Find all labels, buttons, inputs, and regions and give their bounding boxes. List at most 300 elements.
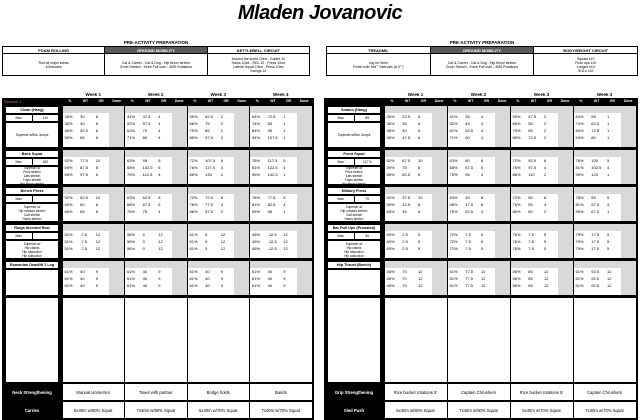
bottom-row-label: Grip Strengthening	[334, 389, 374, 395]
week-block-empty	[188, 298, 250, 382]
set-cell: 66%	[189, 121, 198, 126]
bottom-cell: Rice bucket rotations 5'	[511, 384, 573, 400]
week-block	[125, 261, 187, 295]
prep-head-ground-mobility: GROUND MOBILITY	[105, 47, 207, 54]
set-cell: 77.5	[465, 269, 474, 274]
note-line: Hip abduction	[344, 249, 364, 254]
set-cell: 51%	[64, 239, 73, 244]
done-column[interactable]	[495, 150, 510, 184]
exercise-note	[6, 123, 58, 147]
column-header: GR	[609, 99, 615, 103]
week-block	[63, 150, 125, 184]
set-cell: 95	[142, 158, 148, 163]
set-cell: 77.5	[80, 158, 88, 163]
week-label: Week 3	[210, 93, 226, 97]
set-cell: 6	[418, 172, 421, 177]
bottom-cell: Bridge holds	[188, 384, 250, 400]
set-cell: 84%	[575, 128, 584, 133]
set-cell: 8	[95, 202, 98, 207]
done-column[interactable]	[172, 187, 187, 221]
bottom-cell: 7x40m w/90% Squat	[125, 402, 187, 418]
done-column[interactable]	[621, 224, 636, 258]
set-cell: 85	[528, 283, 533, 288]
done-column[interactable]	[558, 261, 573, 295]
column-header: %	[390, 99, 394, 103]
prep-line: Cat & Camel - Cat & Dog - Hip flexor stretch	[447, 60, 517, 65]
set-cell: 51%	[64, 232, 73, 237]
done-column[interactable]	[495, 261, 510, 295]
set-cell: 6	[418, 128, 421, 133]
set-cell: 0	[142, 246, 145, 251]
set-cell: 12	[283, 239, 288, 244]
bottom-cell: 7x40m w/90% Squat	[448, 402, 510, 418]
max-value[interactable]	[33, 233, 59, 239]
set-cell: 80	[591, 135, 596, 140]
set-cell: 86%	[189, 172, 198, 177]
set-cell: 74%	[575, 121, 584, 126]
set-cell: 72%	[512, 158, 521, 163]
prep-cell-bodyweight	[534, 54, 637, 76]
note-line: Superset w/Box Jumps	[337, 133, 371, 137]
note-line: Pecs stretch	[345, 169, 363, 174]
set-cell: 86%	[512, 172, 521, 177]
set-cell: 80	[142, 135, 148, 140]
prep-cell-foam	[3, 54, 105, 76]
set-cell: 12	[481, 283, 486, 288]
set-cell: 92.5	[591, 269, 600, 274]
bottom-cell: Manual isometrics	[63, 384, 125, 400]
set-cell: 63%	[449, 158, 458, 163]
set-cell: 72%	[512, 195, 521, 200]
max-value[interactable]: 127.5	[362, 160, 372, 164]
bottom-cell: Captain Chrushers	[448, 384, 510, 400]
set-cell: 5	[283, 195, 286, 200]
max-value[interactable]: 70	[365, 197, 370, 201]
done-column[interactable]	[297, 106, 312, 147]
set-cell: 55	[528, 121, 533, 126]
set-cell: 5	[607, 239, 610, 244]
note-line: Superset w/	[23, 204, 41, 209]
set-cell: 62.5	[591, 121, 600, 126]
set-cell: 77.5	[465, 283, 474, 288]
set-cell: 12	[283, 246, 288, 251]
set-cell: 110	[528, 172, 535, 177]
max-value[interactable]	[33, 196, 59, 202]
week-block	[188, 150, 250, 184]
note-line: Lats stretch	[23, 173, 41, 178]
done-column[interactable]	[495, 106, 510, 147]
max-value[interactable]: 110	[42, 116, 49, 120]
set-cell: 61%	[575, 283, 584, 288]
week-block	[188, 224, 250, 258]
set-cell: 10	[95, 158, 101, 163]
done-column[interactable]	[558, 224, 573, 258]
prep-head-treadmil: TREADMIL	[327, 47, 431, 54]
set-cell: 2	[220, 172, 223, 177]
page-title: Mladen Jovanovic	[237, 2, 403, 24]
set-cell: 46%	[386, 283, 395, 288]
prep-line: Swings 10	[250, 69, 267, 74]
max-label: Max	[328, 233, 355, 239]
set-cell: 4	[544, 165, 547, 170]
set-cell: 72%	[449, 232, 458, 237]
set-cell: 5	[481, 246, 484, 251]
set-cell: -12.5	[267, 239, 277, 244]
week-block	[188, 106, 250, 147]
set-cell: -7.5	[80, 232, 88, 237]
week-block	[385, 187, 447, 221]
set-cell: 122.5	[267, 165, 278, 170]
note-line: Calf stretch	[345, 212, 363, 217]
set-cell: 10	[95, 195, 101, 200]
set-cell: 1	[607, 209, 610, 214]
set-cell: 5	[544, 232, 547, 237]
column-header: Done	[434, 99, 444, 103]
set-cell: 63%	[127, 158, 136, 163]
set-cell: -7.5	[80, 246, 88, 251]
set-cell: 4	[481, 172, 484, 177]
week-block	[385, 261, 447, 295]
set-cell: 2	[220, 121, 223, 126]
set-cell: 46%	[252, 239, 261, 244]
set-cell: 85%	[512, 135, 521, 140]
set-cell: 95	[465, 172, 470, 177]
column-header: WT	[270, 99, 276, 103]
prep-line: SOLs x10	[577, 69, 594, 74]
set-cell: 46%	[386, 269, 395, 274]
set-cell: 107.5	[205, 158, 216, 163]
note-line: Superset w/	[345, 165, 363, 170]
set-cell: 70	[142, 128, 148, 133]
done-column[interactable]	[172, 261, 187, 295]
done-column[interactable]	[621, 150, 636, 184]
set-cell: 6	[95, 172, 98, 177]
set-cell: 5	[481, 232, 484, 237]
set-cell: 12	[220, 239, 226, 244]
set-cell: 64%	[575, 114, 584, 119]
column-header: WT	[593, 99, 600, 103]
bottom-cell: 5x40m w/70% Squat	[511, 402, 573, 418]
set-cell: 68%	[127, 202, 136, 207]
column-header: GR	[160, 99, 167, 103]
week-block	[574, 261, 636, 295]
set-cell: 52.5	[80, 195, 88, 200]
set-cell: 6	[95, 114, 98, 119]
set-cell: 2	[544, 121, 547, 126]
note-line: Lats stretch	[345, 173, 363, 178]
set-cell: 42.5	[402, 202, 411, 207]
set-cell: 17.5	[591, 239, 600, 244]
set-cell: 12	[481, 276, 486, 281]
set-cell: 46%	[252, 246, 261, 251]
bottom-row-label: Carries	[24, 407, 40, 413]
set-cell: 5	[607, 195, 610, 200]
set-cell: 79%	[575, 239, 584, 244]
set-cell: 79%	[575, 246, 584, 251]
set-cell: 7.5	[465, 232, 471, 237]
set-cell: 5	[418, 239, 421, 244]
week-label: Week 1	[407, 93, 424, 97]
prep-line: Cat & Camel - Cat & Dog - Hip flexor stretch	[121, 60, 191, 65]
column-header: Done	[174, 99, 184, 103]
done-column[interactable]	[234, 224, 249, 258]
set-cell: 65	[80, 209, 85, 214]
set-cell: 7.5	[465, 239, 471, 244]
week-block	[188, 261, 250, 295]
prep-head-kettlebell: KETTLEBELL CIRCUIT	[208, 47, 309, 54]
week-block-empty	[250, 298, 312, 382]
set-cell: 35	[465, 114, 470, 119]
week-block	[448, 224, 510, 258]
set-cell: 17.5	[591, 246, 600, 251]
set-cell: 82.5	[267, 202, 276, 207]
set-cell: 41%	[449, 114, 458, 119]
done-column[interactable]	[297, 261, 312, 295]
prep-line: Around the world 10ea - Goblet 10	[231, 56, 286, 61]
column-header: %	[130, 99, 134, 103]
exercise-name: Snatch (Hang)	[328, 107, 380, 113]
max-label: Max	[328, 159, 355, 165]
set-cell: 95%	[252, 172, 261, 177]
set-cell: 36%	[64, 121, 73, 126]
week-block	[574, 150, 636, 184]
max-value[interactable]: 85	[365, 116, 370, 120]
done-column[interactable]	[297, 187, 312, 221]
exercise-note	[6, 204, 58, 221]
week-block	[385, 224, 447, 258]
set-cell: 94%	[575, 135, 584, 140]
set-cell: 76%	[189, 202, 198, 207]
done-column[interactable]	[109, 224, 124, 258]
set-cell: 4	[283, 202, 286, 207]
set-cell: 9	[95, 283, 98, 288]
set-cell: 47.5	[528, 114, 537, 119]
set-cell: 80	[465, 158, 470, 163]
column-header: GR	[546, 99, 552, 103]
set-cell: 74%	[252, 121, 261, 126]
set-cell: 55%	[512, 114, 521, 119]
set-cell: 4	[481, 209, 484, 214]
week-block	[511, 150, 573, 184]
bottom-cell: 7x40m w/70% Squat	[574, 402, 636, 418]
set-cell: 52%	[386, 158, 395, 163]
set-cell: 77.5	[205, 202, 213, 207]
done-column[interactable]	[432, 224, 447, 258]
set-cell: 5	[205, 232, 208, 237]
column-header: GR	[483, 99, 489, 103]
set-cell: 47.5	[142, 114, 151, 119]
bottom-row-label: Neck Strengthening	[12, 389, 52, 395]
set-cell: 52%	[64, 158, 73, 163]
set-cell: 61%	[127, 283, 136, 288]
note-line: Hip flexor stretch	[342, 181, 366, 186]
set-cell: 92.5	[591, 276, 600, 281]
done-column[interactable]	[495, 224, 510, 258]
done-column[interactable]	[558, 187, 573, 221]
done-column[interactable]	[621, 187, 636, 221]
set-cell: 9	[220, 269, 223, 274]
set-cell: 71%	[127, 135, 136, 140]
done-column[interactable]	[432, 187, 447, 221]
week-block	[574, 106, 636, 147]
set-cell: 87.5	[80, 165, 88, 170]
prep-line: Finish with 5x5"" intervals (8-9"")	[353, 65, 404, 69]
done-column[interactable]	[432, 106, 447, 147]
done-column[interactable]	[234, 150, 249, 184]
set-cell: 5	[205, 246, 208, 251]
done-column[interactable]	[234, 106, 249, 147]
done-column[interactable]	[558, 106, 573, 147]
set-cell: 2.5	[402, 239, 408, 244]
max-value[interactable]: 150	[42, 160, 49, 164]
week-block	[448, 106, 510, 147]
done-column[interactable]	[172, 106, 187, 147]
set-cell: 51%	[449, 276, 458, 281]
set-cell: 76%	[512, 202, 521, 207]
bottom-cell: 5x40m w/90% Squat	[385, 402, 447, 418]
week-block-empty	[448, 298, 510, 382]
set-cell: 2.5	[402, 246, 408, 251]
set-cell: 66%	[512, 121, 521, 126]
column-header: %	[453, 99, 457, 103]
week-block-empty	[574, 298, 636, 382]
left-prep-label: PRE-ACTIVITY PREPARATION	[123, 40, 189, 45]
set-cell: 2	[544, 135, 547, 140]
right-prep-table	[326, 46, 638, 76]
done-column[interactable]	[109, 261, 124, 295]
set-cell: 86%	[189, 209, 198, 214]
left-panel	[2, 93, 314, 420]
prep-line: Roll all major areas	[38, 60, 69, 65]
set-cell: 78%	[252, 158, 261, 163]
max-value[interactable]: 90	[365, 234, 370, 238]
column-header: Done	[299, 99, 309, 103]
set-cell: 12	[158, 246, 163, 251]
set-cell: 61%	[64, 269, 73, 274]
set-cell: 95	[267, 128, 273, 133]
bottom-cell: Bands	[250, 384, 312, 400]
set-cell: 2.5	[402, 232, 408, 237]
exercise-note	[328, 123, 380, 147]
set-cell: 76%	[512, 239, 521, 244]
note-line: Hams stretch	[22, 216, 42, 221]
done-column[interactable]	[109, 187, 124, 221]
done-column[interactable]	[621, 261, 636, 295]
set-cell: 8	[95, 165, 98, 170]
set-cell: 52%	[127, 121, 136, 126]
set-cell: 12	[158, 232, 163, 237]
set-cell: 12	[95, 239, 101, 244]
set-cell: 1	[607, 172, 610, 177]
set-cell: 55	[591, 114, 596, 119]
week-block	[188, 187, 250, 221]
set-cell: 46%	[386, 128, 395, 133]
set-cell: 92.5	[591, 283, 600, 288]
set-cell: 4	[544, 202, 547, 207]
done-column[interactable]	[109, 150, 124, 184]
column-header: WT	[467, 99, 474, 103]
set-cell: 2	[544, 209, 547, 214]
set-cell: 1	[283, 172, 286, 177]
done-column[interactable]	[234, 187, 249, 221]
set-cell: 4	[158, 121, 161, 126]
week-label: Week 4	[273, 93, 289, 97]
set-cell: 1	[283, 135, 286, 140]
set-cell: 47.5	[465, 202, 474, 207]
set-cell: 4	[158, 128, 161, 133]
set-cell: 61%	[64, 283, 73, 288]
done-column[interactable]	[558, 150, 573, 184]
empty-label-area	[328, 298, 380, 382]
set-cell: 75	[142, 209, 148, 214]
set-cell: 4	[158, 172, 161, 177]
set-cell: 41%	[127, 114, 136, 119]
done-column[interactable]	[495, 187, 510, 221]
week-block	[250, 224, 312, 258]
set-cell: 61%	[189, 239, 198, 244]
done-column[interactable]	[234, 261, 249, 295]
set-cell: 59%	[64, 165, 73, 170]
done-column[interactable]	[432, 150, 447, 184]
done-column[interactable]	[109, 106, 124, 147]
set-cell: 72%	[449, 239, 458, 244]
week-block	[125, 224, 187, 258]
set-cell: 1	[283, 121, 286, 126]
set-cell: 61%	[575, 269, 584, 274]
set-cell: 6	[481, 202, 484, 207]
done-column[interactable]	[432, 261, 447, 295]
done-column[interactable]	[172, 224, 187, 258]
exercise-note	[6, 241, 58, 258]
max-box	[6, 196, 58, 202]
set-cell: 5	[607, 158, 610, 163]
exercise-name: Military Press	[328, 188, 380, 194]
done-column[interactable]	[297, 224, 312, 258]
set-cell: 6	[418, 114, 421, 119]
set-cell: 107.5	[267, 135, 278, 140]
done-column[interactable]	[297, 150, 312, 184]
set-cell: 87.5	[465, 165, 474, 170]
set-cell: 2	[220, 209, 223, 214]
exercise-name: Back Squat	[6, 151, 58, 157]
set-cell: 12	[607, 276, 612, 281]
set-cell: 85	[267, 121, 273, 126]
set-cell: 61%	[127, 269, 136, 274]
set-cell: 117.5	[267, 158, 278, 163]
right-prep-label: PRE-ACTIVITY PREPARATION	[449, 40, 515, 45]
done-column[interactable]	[172, 150, 187, 184]
week-block	[63, 261, 125, 295]
set-cell: 22.5	[402, 114, 411, 119]
max-box	[6, 115, 58, 121]
set-cell: 8	[158, 158, 161, 163]
set-cell: 40	[80, 121, 85, 126]
prep-head-ground-mobility: GROUND MOBILITY	[431, 47, 535, 54]
set-cell: 4	[158, 209, 161, 214]
set-cell: 9	[220, 283, 223, 288]
set-cell: 5	[481, 239, 484, 244]
set-cell: 40	[267, 269, 273, 274]
set-cell: 12	[544, 269, 549, 274]
set-cell: 52.5	[465, 128, 474, 133]
done-column[interactable]	[621, 106, 636, 147]
prep-cell-treadmil	[327, 54, 431, 76]
note-line: Pecs stretch	[23, 169, 41, 174]
prep-cell-mobility	[431, 54, 535, 76]
set-cell: 12	[220, 232, 226, 237]
set-cell: 57.5	[591, 202, 600, 207]
set-cell: 9	[158, 269, 161, 274]
